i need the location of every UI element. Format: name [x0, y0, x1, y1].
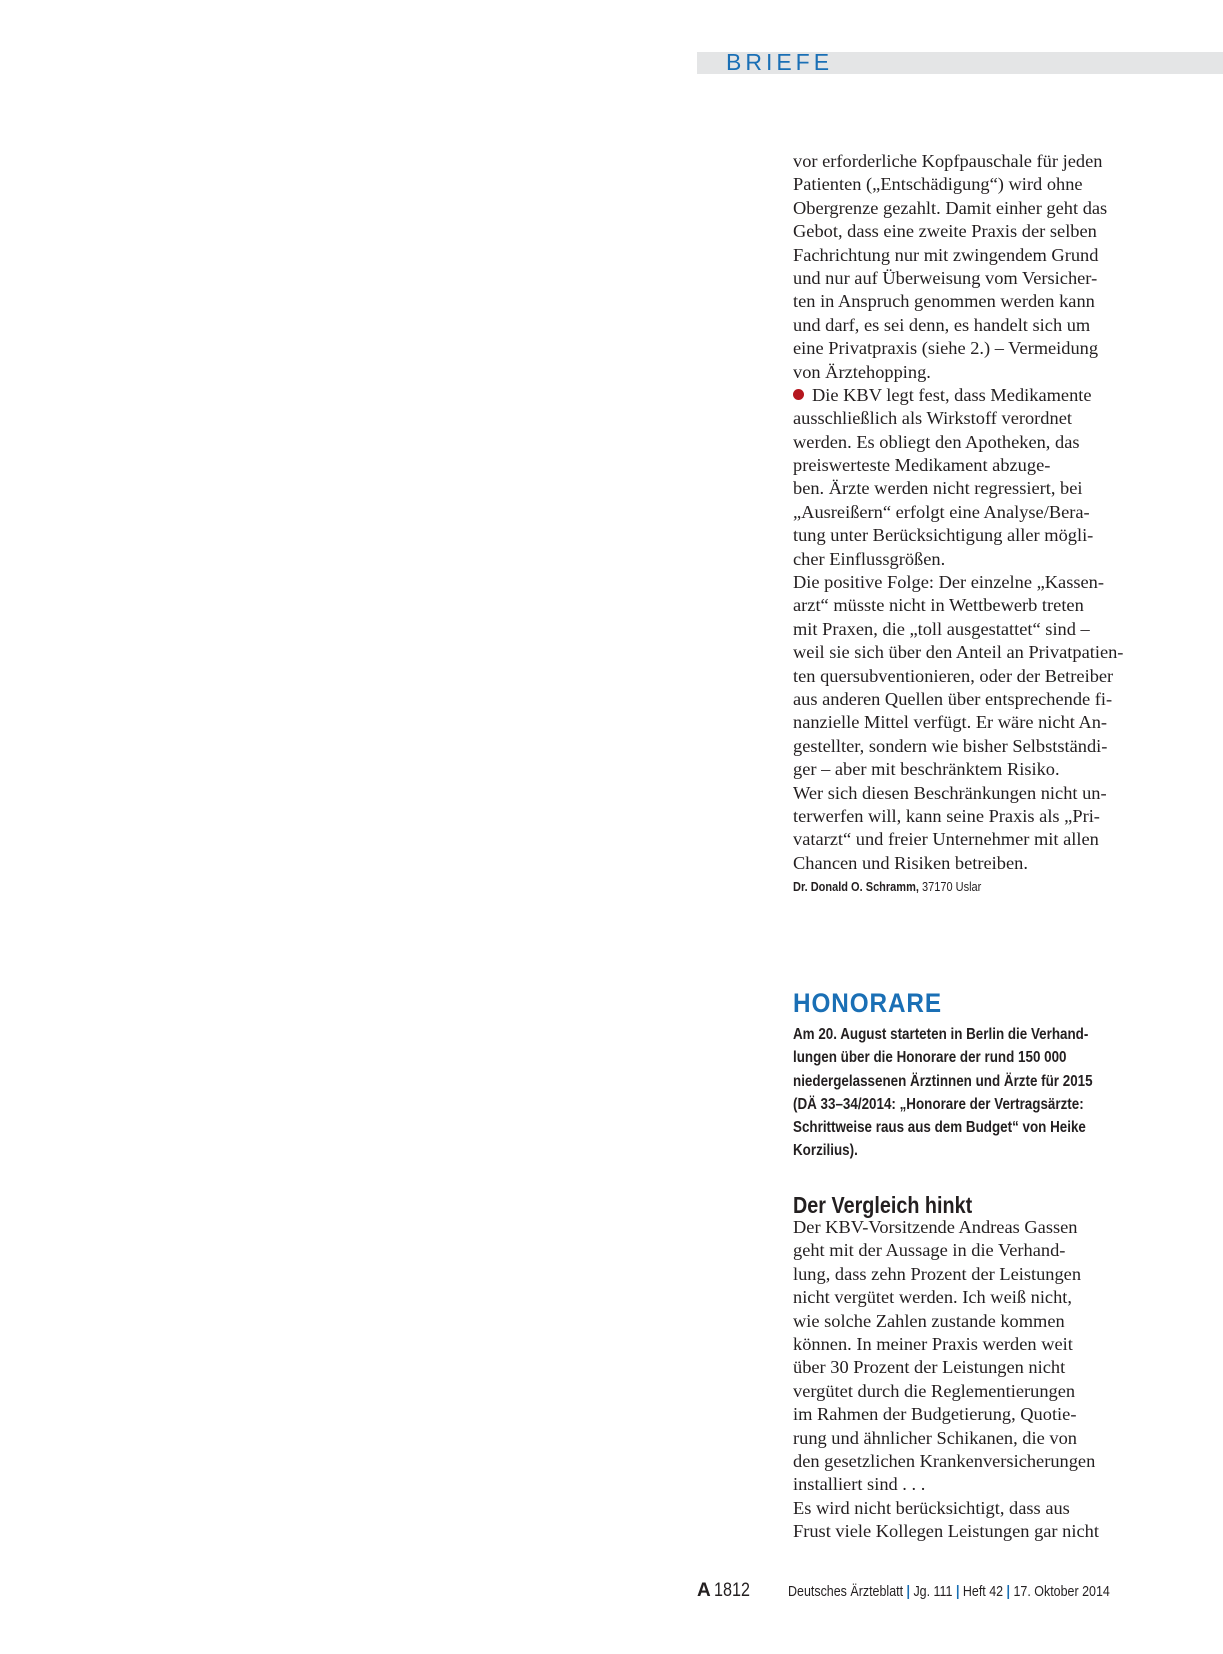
bullet-paragraph — [793, 384, 1123, 875]
lead-line: Am 20. August starteten in Berlin die Verhand- — [793, 1026, 1089, 1043]
text-line: Obergrenze gezahlt. Damit einher geht das — [793, 197, 1108, 218]
text-line-content: aus anderen Quellen über entsprechende fi- — [793, 688, 1113, 709]
article-lead — [793, 1023, 1133, 1163]
section-label-honorare: HONORARE — [793, 988, 942, 1018]
journal-name: Deutsches Ärzteblatt — [788, 1584, 904, 1600]
text-line: Fachrichtung nur mit zwingendem Grund — [793, 244, 1099, 265]
letter-headline: Der Vergleich hinkt — [793, 1192, 973, 1218]
text-line-content: „Ausreißern“ erfolgt eine Analyse/Bera- — [793, 501, 1090, 522]
lead-line: niedergelassenen Ärztinnen und Ärzte für 2015 — [793, 1072, 1093, 1090]
text-line: vergütet durch die Reglementierungen — [793, 1380, 1076, 1401]
separator: | — [906, 1584, 910, 1600]
lead-line: Korzilius). — [793, 1142, 858, 1160]
text-line-content: Die positive Folge: Der einzelne „Kassen- — [793, 572, 1105, 593]
text-line-content: cher Einflussgrößen. — [793, 548, 946, 569]
text-line: Frust viele Kollegen Leistungen gar nicht — [793, 1521, 1099, 1542]
text-line — [793, 618, 1123, 641]
text-line: können. In meiner Praxis werden weit — [793, 1333, 1073, 1354]
text-line-content: vatarzt“ und freier Unternehmer mit allen — [793, 829, 1099, 850]
text-line — [793, 828, 1123, 851]
text-line — [793, 548, 1123, 571]
signature-name: Dr. Donald O. Schramm, — [793, 880, 919, 895]
separator: | — [1006, 1584, 1011, 1600]
text-line — [793, 688, 1123, 711]
text-line-content: werden. Es obliegt den Apotheken, das — [793, 431, 1080, 452]
text-line: eine Privatpraxis (siehe 2.) – Vermeidung — [793, 338, 1099, 359]
letter-text — [793, 150, 1123, 384]
text-line: den gesetzlichen Krankenversicherungen — [793, 1450, 1096, 1471]
text-line — [793, 501, 1123, 524]
text-line: nicht vergütet werden. Ich weiß nicht, — [793, 1287, 1073, 1308]
journal-date: 17. Oktober 2014 — [1013, 1584, 1110, 1600]
text-line-content: Chancen und Risiken betreiben. — [793, 852, 1028, 873]
lead-line: lungen über die Honorare der rund 150 000 — [793, 1049, 1067, 1067]
text-line — [793, 454, 1123, 477]
text-line: vor erforderliche Kopfpauschale für jeden — [793, 151, 1103, 171]
text-line — [793, 758, 1123, 781]
text-line-content: nanzielle Mittel verfügt. Er wäre nicht An- — [793, 712, 1108, 733]
journal-info — [788, 1582, 1110, 1602]
text-line — [793, 571, 1123, 594]
text-line-content: mit Praxen, die „toll ausgestattet“ sind – — [793, 618, 1090, 639]
text-line — [793, 594, 1123, 617]
separator: | — [955, 1584, 960, 1600]
text-line-content: preiswerteste Medikament abzuge- — [793, 455, 1051, 476]
journal-issue: Heft 42 — [962, 1584, 1004, 1600]
text-line: und nur auf Überweisung vom Versicher- — [793, 267, 1098, 288]
text-line — [793, 407, 1123, 430]
signature-place: 37170 Uslar — [921, 880, 982, 895]
text-line — [793, 431, 1123, 454]
text-line: im Rahmen der Budgetierung, Quotie- — [793, 1404, 1077, 1425]
text-line-content: Wer sich diesen Beschränkungen nicht un- — [793, 782, 1107, 803]
text-line — [793, 805, 1123, 828]
text-line-content: ben. Ärzte werden nicht regressiert, bei — [793, 478, 1083, 499]
text-line — [793, 852, 1123, 875]
text-line-content: weil sie sich über den Anteil an Privatpatien- — [793, 642, 1124, 663]
letter-signature — [793, 879, 1083, 895]
text-line: rung und ähnlicher Schikanen, die von — [793, 1427, 1077, 1448]
page-number: 1812 — [714, 1580, 750, 1601]
text-line: ten in Anspruch genommen werden kann — [793, 291, 1095, 312]
text-line: Patienten („Entschädigung“) wird ohne — [793, 174, 1083, 195]
text-line: geht mit der Aussage in die Verhand- — [793, 1240, 1066, 1261]
text-line — [793, 524, 1123, 547]
text-line-content: ausschließlich als Wirkstoff verordnet — [793, 408, 1072, 429]
section-header-label: BRIEFE — [726, 49, 834, 75]
text-line — [793, 384, 1123, 407]
text-line: und darf, es sei denn, es handelt sich um — [793, 314, 1091, 335]
text-line: Es wird nicht berücksichtigt, dass aus — [793, 1497, 1070, 1518]
lead-line: (DÄ 33–34/2014: „Honorare der Vertragsärzte: — [793, 1095, 1084, 1113]
text-line — [793, 477, 1123, 500]
text-line: Gebot, dass eine zweite Praxis der selben — [793, 221, 1097, 242]
text-line — [793, 782, 1123, 805]
text-line — [793, 735, 1123, 758]
lead-line: Schrittweise raus aus dem Budget“ von Heike — [793, 1119, 1086, 1137]
text-line-content: gestellter, sondern wie bisher Selbstständi- — [793, 735, 1108, 756]
text-line: Der KBV-Vorsitzende Andreas Gassen — [793, 1217, 1078, 1237]
bullet-icon — [793, 389, 804, 400]
text-line: über 30 Prozent der Leistungen nicht — [793, 1357, 1066, 1378]
text-line-content: ten quersubventionieren, oder der Betreiber — [793, 665, 1114, 686]
text-line-content: terwerfen will, kann seine Praxis als „Pri- — [793, 805, 1100, 826]
text-line — [793, 711, 1123, 734]
text-line-content: Die KBV legt fest, dass Medikamente — [812, 384, 1092, 405]
text-line-content: arzt“ müsste nicht in Wettbewerb treten — [793, 595, 1084, 616]
text-line — [793, 641, 1123, 664]
text-line — [793, 665, 1123, 688]
letter2-text — [793, 1216, 1123, 1543]
journal-volume: Jg. 111 — [913, 1584, 953, 1600]
text-line: von Ärztehopping. — [793, 361, 931, 382]
text-line: wie solche Zahlen zustande kommen — [793, 1310, 1065, 1331]
text-line: installiert sind . . . — [793, 1474, 926, 1495]
text-line-content: ger – aber mit beschränktem Risiko. — [793, 759, 1060, 780]
page-prefix: A — [697, 1580, 711, 1601]
letter-column — [793, 150, 1123, 895]
text-line: lung, dass zehn Prozent der Leistungen — [793, 1263, 1082, 1284]
text-line-content: tung unter Berücksichtigung aller mögli- — [793, 525, 1094, 546]
